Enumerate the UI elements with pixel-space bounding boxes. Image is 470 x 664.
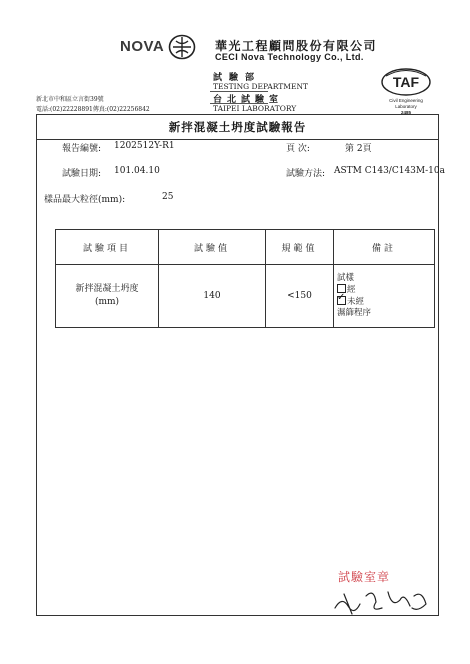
test-item-name: 新拌混凝土坍度 (75, 284, 139, 294)
report-frame (36, 114, 439, 616)
table-header-row (56, 230, 435, 265)
remark-tail: 濕篩程序 (337, 308, 372, 318)
report-title-row (36, 114, 439, 140)
cell-spec-value: <150 (266, 265, 334, 328)
test-method-label: 試驗方法: (286, 169, 326, 179)
test-item-unit: (mm) (94, 297, 120, 307)
lab-en: TAIPEI LABORATORY (213, 104, 297, 113)
brand-name: NOVA (120, 38, 165, 55)
taf-mark-text: TAF (392, 74, 420, 90)
cell-test-item (56, 265, 159, 328)
header-spec-value: 規範值 (266, 230, 334, 265)
cell-remark (334, 265, 435, 328)
taf-mark-icon (380, 67, 432, 97)
handwritten-signature (330, 578, 430, 618)
lab-cn: 台北試驗室 (213, 95, 284, 105)
remark-option-2 (337, 296, 434, 308)
department-cn: 試驗部 (213, 73, 262, 83)
taf-line1: Civil Engineering (389, 98, 423, 103)
max-aggregate-value: 25 (162, 192, 174, 202)
company-name-cn: 華光工程顧問股份有限公司 (215, 39, 378, 53)
max-aggregate-label: 樣品最大粒徑(mm): (44, 195, 126, 205)
page-value: 第 2頁 (345, 144, 372, 154)
checkbox-checked-icon (337, 296, 346, 305)
table-row (56, 265, 435, 328)
remark-option-1 (337, 284, 434, 296)
company-logo-icon (168, 34, 196, 60)
report-no: 1202512Y-R1 (114, 141, 175, 151)
cell-test-value: 140 (159, 265, 266, 328)
taf-line2: Laboratory (395, 104, 417, 109)
page-label: 頁 次: (286, 144, 310, 154)
red-lab-stamp: 試驗室章 (338, 570, 391, 584)
results-table (55, 229, 435, 328)
header-test-item: 試驗項目 (56, 230, 159, 265)
phone-fax: 電話:(02)22228891傳真:(02)22256842 (36, 106, 150, 113)
option-1-label: 經 (347, 285, 356, 295)
header-test-value: 試驗值 (159, 230, 266, 265)
department-en: TESTING DEPARTMENT (213, 82, 309, 91)
option-2-label: 未經 (347, 297, 365, 307)
company-name-en: CECI Nova Technology Co., Ltd. (215, 52, 364, 62)
report-no-label: 報告編號: (62, 144, 102, 154)
address: 新北市中和區立言街39號 (36, 96, 104, 103)
test-date: 101.04.10 (114, 166, 160, 176)
header-remark: 備註 (334, 230, 435, 265)
test-method: ASTM C143/C143M-10a (334, 166, 445, 176)
taf-number: 2485 (400, 110, 411, 115)
remark-title: 試樣 (337, 273, 355, 283)
report-title: 新拌混凝土坍度試驗報告 (168, 120, 307, 134)
test-date-label: 試驗日期: (62, 169, 102, 179)
